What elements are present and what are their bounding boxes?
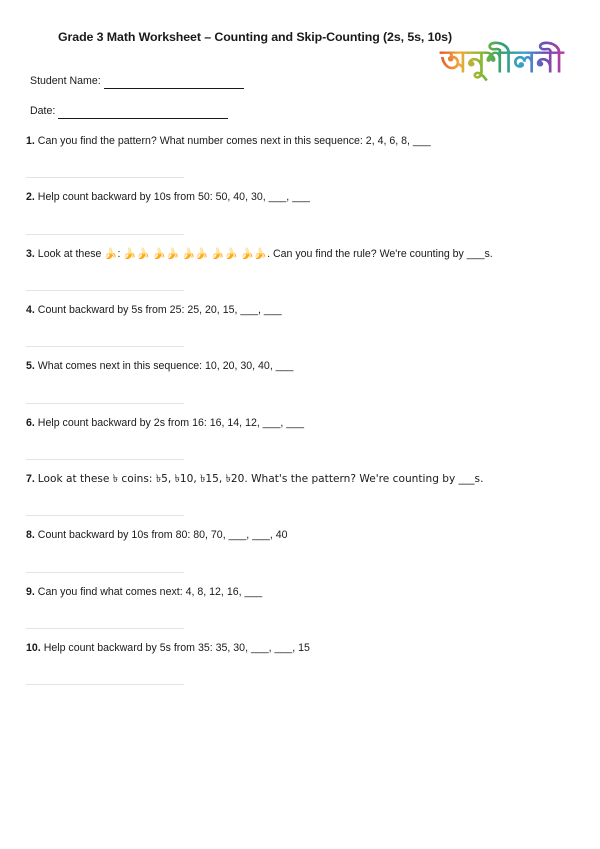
answer-line[interactable] [26, 515, 184, 516]
question-number: 5. [26, 360, 35, 373]
question-item [26, 303, 574, 347]
answer-line[interactable] [26, 346, 184, 347]
question-text [26, 528, 574, 543]
answer-line[interactable] [26, 234, 184, 235]
question-item [26, 585, 574, 629]
student-name-row [30, 74, 570, 89]
answer-line[interactable] [26, 628, 184, 629]
student-name-input[interactable] [104, 77, 244, 89]
date-input[interactable] [58, 107, 228, 119]
question-number: 6. [26, 416, 35, 429]
question-text [26, 641, 574, 656]
answer-line[interactable] [26, 290, 184, 291]
question-item [26, 472, 574, 516]
question-body: Help count backward by 2s from 16: 16, 14, 12, ___, ___ [37, 416, 304, 429]
question-text [26, 247, 574, 262]
question-item [26, 134, 574, 178]
question-item [26, 190, 574, 234]
question-body: Count backward by 10s from 80: 80, 70, ___, ___, 40 [37, 529, 288, 542]
question-number: 4. [26, 303, 35, 316]
question-number: 8. [26, 529, 35, 542]
question-body: What comes next in this sequence: 10, 20, 30, 40, ___ [37, 360, 294, 373]
question-number: 7. [26, 473, 35, 486]
question-item [26, 528, 574, 572]
question-text [26, 472, 574, 487]
question-number: 2. [26, 191, 35, 204]
date-label: Date: [30, 105, 56, 118]
question-body: Can you find what comes next: 4, 8, 12, 16, ___ [37, 585, 263, 598]
question-text [26, 190, 574, 205]
student-info-fields [0, 74, 600, 119]
question-text [26, 303, 574, 318]
question-text [26, 416, 574, 431]
question-body: Help count backward by 5s from 35: 35, 30, ___, ___, 15 [43, 642, 310, 655]
question-number: 10. [26, 642, 41, 655]
question-item [26, 247, 574, 291]
question-item [26, 416, 574, 460]
question-body: Look at these ৳ coins: ৳5, ৳10, ৳15, ৳20. What's the pattern? We're counting by ___s. [37, 473, 484, 486]
question-body: Help count backward by 10s from 50: 50, 40, 30, ___, ___ [37, 191, 310, 204]
page-title: Grade 3 Math Worksheet – Counting and Skip-Counting (2s, 5s, 10s) [58, 30, 452, 44]
question-body: Look at these 🍌: 🍌🍌 🍌🍌 🍌🍌 🍌🍌 🍌🍌. Can you find the rule? We're counting by ___s. [37, 247, 493, 260]
question-number: 9. [26, 585, 35, 598]
worksheet-header [0, 0, 600, 80]
logo-wordmark: অনুশীলনী [440, 44, 564, 80]
question-text [26, 134, 574, 149]
answer-line[interactable] [26, 684, 184, 685]
question-number: 3. [26, 247, 35, 260]
answer-line[interactable] [26, 572, 184, 573]
question-text [26, 359, 574, 374]
question-list [0, 134, 600, 686]
question-item [26, 641, 574, 685]
student-name-label: Student Name: [30, 75, 101, 88]
answer-line[interactable] [26, 177, 184, 178]
question-body: Can you find the pattern? What number comes next in this sequence: 2, 4, 6, 8, ___ [37, 134, 431, 147]
date-row [30, 104, 570, 119]
question-body: Count backward by 5s from 25: 25, 20, 15, ___, ___ [37, 303, 282, 316]
answer-line[interactable] [26, 459, 184, 460]
question-item [26, 359, 574, 403]
question-text [26, 585, 574, 600]
question-number: 1. [26, 134, 35, 147]
answer-line[interactable] [26, 403, 184, 404]
